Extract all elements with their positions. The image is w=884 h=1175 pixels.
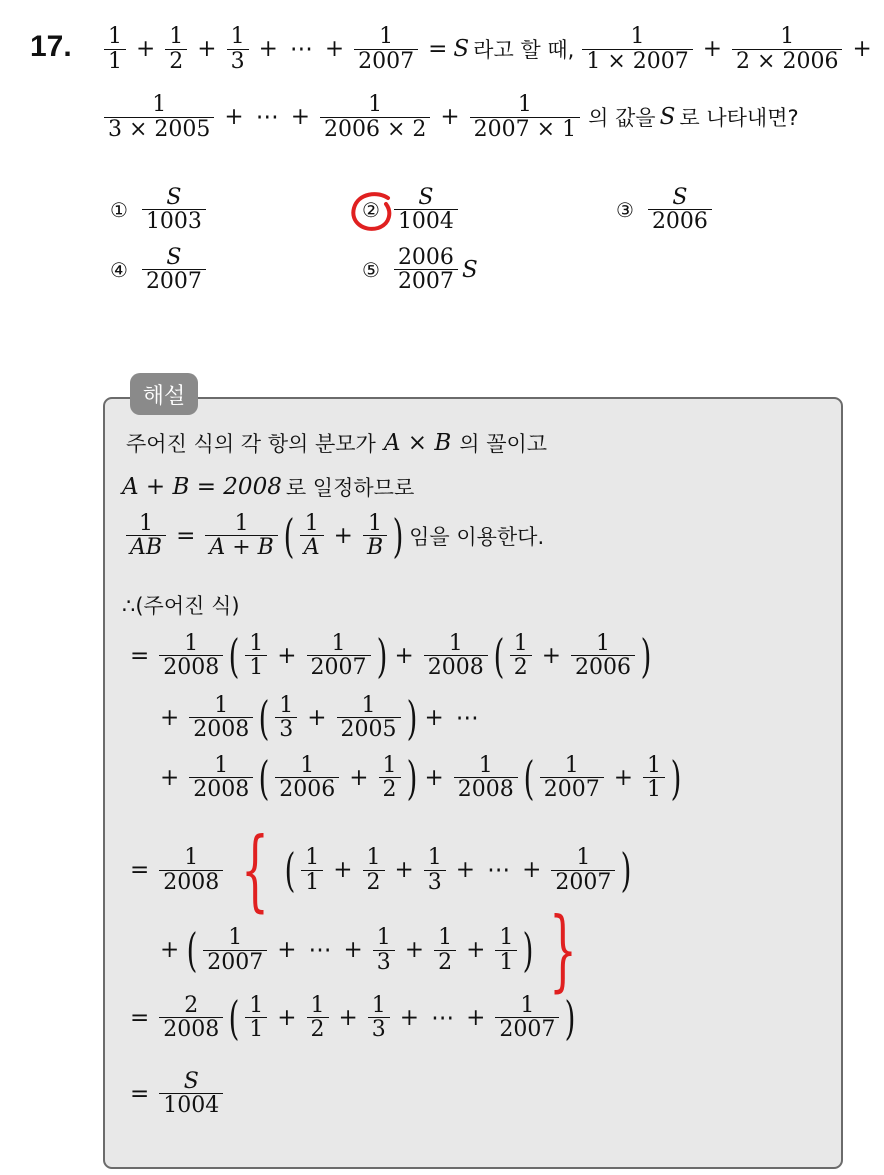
red-left-brace: { [241, 818, 270, 921]
solution-line-3: $\frac{1}{AB}$ = $\frac{1}{A + B}$ ( $\frac{1}{A}$ + $\frac{1}{B}$ ) 임을 이용한다. [122, 512, 548, 559]
choice-4[interactable]: ④ $\frac{S}{2007}$ [110, 246, 210, 293]
choice-5[interactable]: ⑤ $\frac{2006}{2007}$ S [362, 245, 478, 295]
expansion-line-3: + $\frac{1}{2008}$ ( $\frac{1}{2006}$ + $\frac{1}{2}$ ) + $\frac{1}{2008}$ ( $\frac{1}{2007}$ + $\frac{1}{1}$ ) [160, 750, 682, 805]
problem-line-2: $\frac{1}{3 \times 2005}$ + ⋯ + $\frac{1}{2006 \times 2}$ + $\frac{1}{2007 \times 1}$ 의 값을 S 로 나타내면? [100, 82, 803, 152]
problem-number: 17. [30, 30, 72, 63]
red-right-brace: } [549, 898, 578, 1001]
fraction: $\frac{1}{3 \times 2005}$ [104, 93, 214, 140]
fraction: $\frac{1}{2006 \times 2}$ [320, 93, 430, 140]
problem-text: 로 나타내면? [679, 106, 799, 130]
solution-line-4: ∴(주어진 식) [122, 594, 240, 618]
solution-tab: 해설 [130, 373, 198, 415]
choice-2[interactable]: ② $\frac{S}{1004}$ [362, 186, 462, 233]
fraction: $\frac{1}{2}$ [165, 25, 187, 72]
fraction: $\frac{1}{3}$ [227, 25, 249, 72]
expansion-line-2: + $\frac{1}{2008}$ ( $\frac{1}{3}$ + $\frac{1}{2005}$ ) + ⋯ [160, 690, 479, 745]
expansion-line-1: = $\frac{1}{2008}$ ( $\frac{1}{1}$ + $\frac{1}{2007}$ ) + $\frac{1}{2008}$ ( $\frac{1}{2}$ + $\frac{1}{2006}$ ) [130, 628, 652, 683]
solution-line-2: A + B = 2008 로 일정하므로 [122, 474, 415, 500]
red-circle-mark [348, 190, 400, 236]
fraction: $\frac{1}{2007}$ [354, 25, 418, 72]
problem-text: 라고 할 때, [473, 38, 575, 62]
choice-3[interactable]: ③ $\frac{S}{2006}$ [616, 186, 716, 233]
result-line-2: = $\frac{S}{1004}$ [124, 1070, 227, 1117]
solution-line-1: 주어진 식의 각 항의 분모가 A × B 의 꼴이고 [126, 430, 548, 456]
grouped-line-1: = $\frac{1}{2008}$ { ( $\frac{1}{1}$ + $\frac{1}{2}$ + $\frac{1}{3}$ + ⋯ + $\frac{1}{2007}$ ) [130, 818, 632, 921]
grouped-line-2: + ( $\frac{1}{2007}$ + ⋯ + $\frac{1}{3}$ + $\frac{1}{2}$ + $\frac{1}{1}$ ) } [160, 898, 578, 1001]
fraction: $\frac{1}{1 \times 2007}$ [582, 25, 692, 72]
fraction: $\frac{1}{1}$ [104, 25, 126, 72]
problem-text: 의 값을 [588, 106, 656, 130]
fraction: $\frac{1}{2 \times 2006}$ [732, 25, 842, 72]
variable-s: S [453, 36, 470, 62]
fraction: $\frac{1}{2007 \times 1}$ [470, 93, 580, 140]
result-line-1: = $\frac{2}{2008}$ ( $\frac{1}{1}$ + $\frac{1}{2}$ + $\frac{1}{3}$ + ⋯ + $\frac{1}{2007}$ ) [130, 990, 576, 1045]
problem-line-1: $\frac{1}{1}$ + $\frac{1}{2}$ + $\frac{1}{3}$ + ⋯ + $\frac{1}{2007}$ = S 라고 할 때, $\frac{1}{1 \times 2007}$ + $\frac{1}{2 \times 2006}$ + [100, 14, 878, 84]
choice-1[interactable]: ① $\frac{S}{1003}$ [110, 186, 210, 233]
variable-s: S [659, 104, 676, 130]
